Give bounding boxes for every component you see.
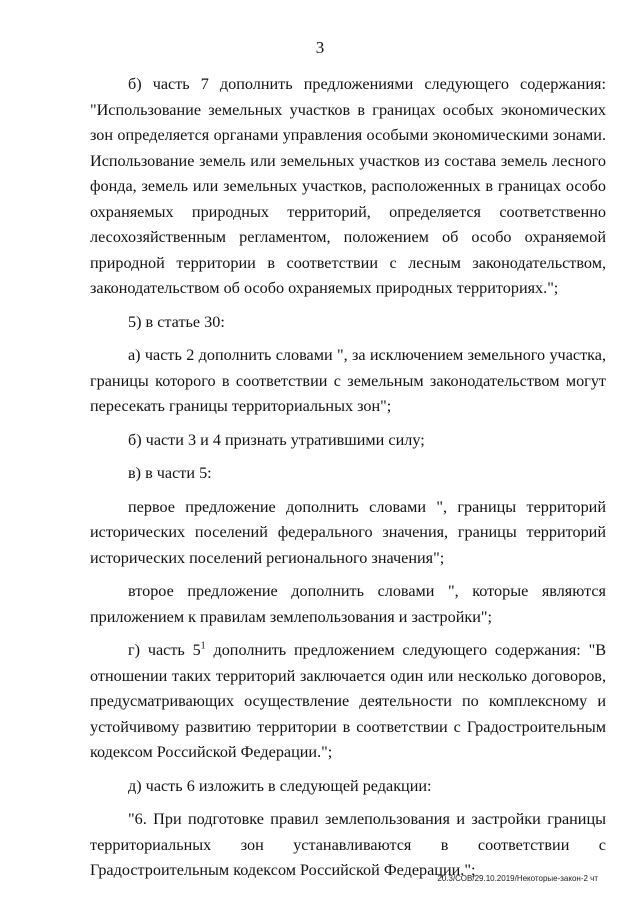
paragraph-a-part2: а) часть 2 дополнить словами ", за исключением земельного участка, границы которого в соответствии с земельным законодательством могут пересекать границы территориальных зон";: [90, 346, 606, 415]
paragraph-g-before: г) часть 5: [128, 641, 201, 659]
paragraph-first-sentence: первое предложение дополнить словами ", границы территорий исторических поселений федерального значения, границы территорий исторических поселений регионального значения";: [90, 497, 606, 567]
footer-document-code: 20.3/СОВ/29.10.2019/Некоторые-закон-2 чт: [437, 874, 598, 883]
paragraph-item-5: 5) в статье 30:: [128, 312, 225, 331]
paragraph-b-part7: б) часть 7 дополнить предложениями следующего содержания: "Использование земельных участков в границах особых экономических зон определяется органами управления особыми экономическими зонами. Использование земель или земельных участков из состава земель лесного фонда, земель или земельных участков, расположенных в границах особо охраняемых природных территорий, определяется соответственно лесохозяйственным регламентом, положением об особо охраняемой природной территории в соответствии с лесным законодательством, законодательством об особо охраняемых природных территориях.";: [90, 75, 606, 297]
paragraph-g-part5-1: [90, 638, 606, 766]
paragraph-second-sentence: второе предложение дополнить словами ", которые являются приложением к правилам землепользования и застройки";: [90, 582, 606, 626]
paragraph-g-after: дополнить предложением следующего содержания: "В отношении таких территорий заключается один или несколько договоров, предусматривающих осуществление деятельности по комплексному и устойчивому развитию территории в соответствии с Градостроительным кодексом Российской Федерации.";: [90, 641, 606, 761]
paragraph-d-part6: д) часть 6 изложить в следующей редакции:: [128, 776, 432, 795]
paragraph-v-part5: в) в части 5:: [128, 464, 212, 482]
paragraph-new-part6-text: "6. При подготовке правил землепользования и застройки границы территориальных зон устанавливаются в соответствии с Градостроительным кодексом Российской Федерации.";: [90, 810, 606, 879]
paragraph-b-parts3-4: б) части 3 и 4 признать утратившими силу;: [128, 430, 425, 449]
superscript-one: 1: [200, 640, 206, 652]
page-number: 3: [315, 38, 325, 57]
document-body: [90, 72, 606, 892]
